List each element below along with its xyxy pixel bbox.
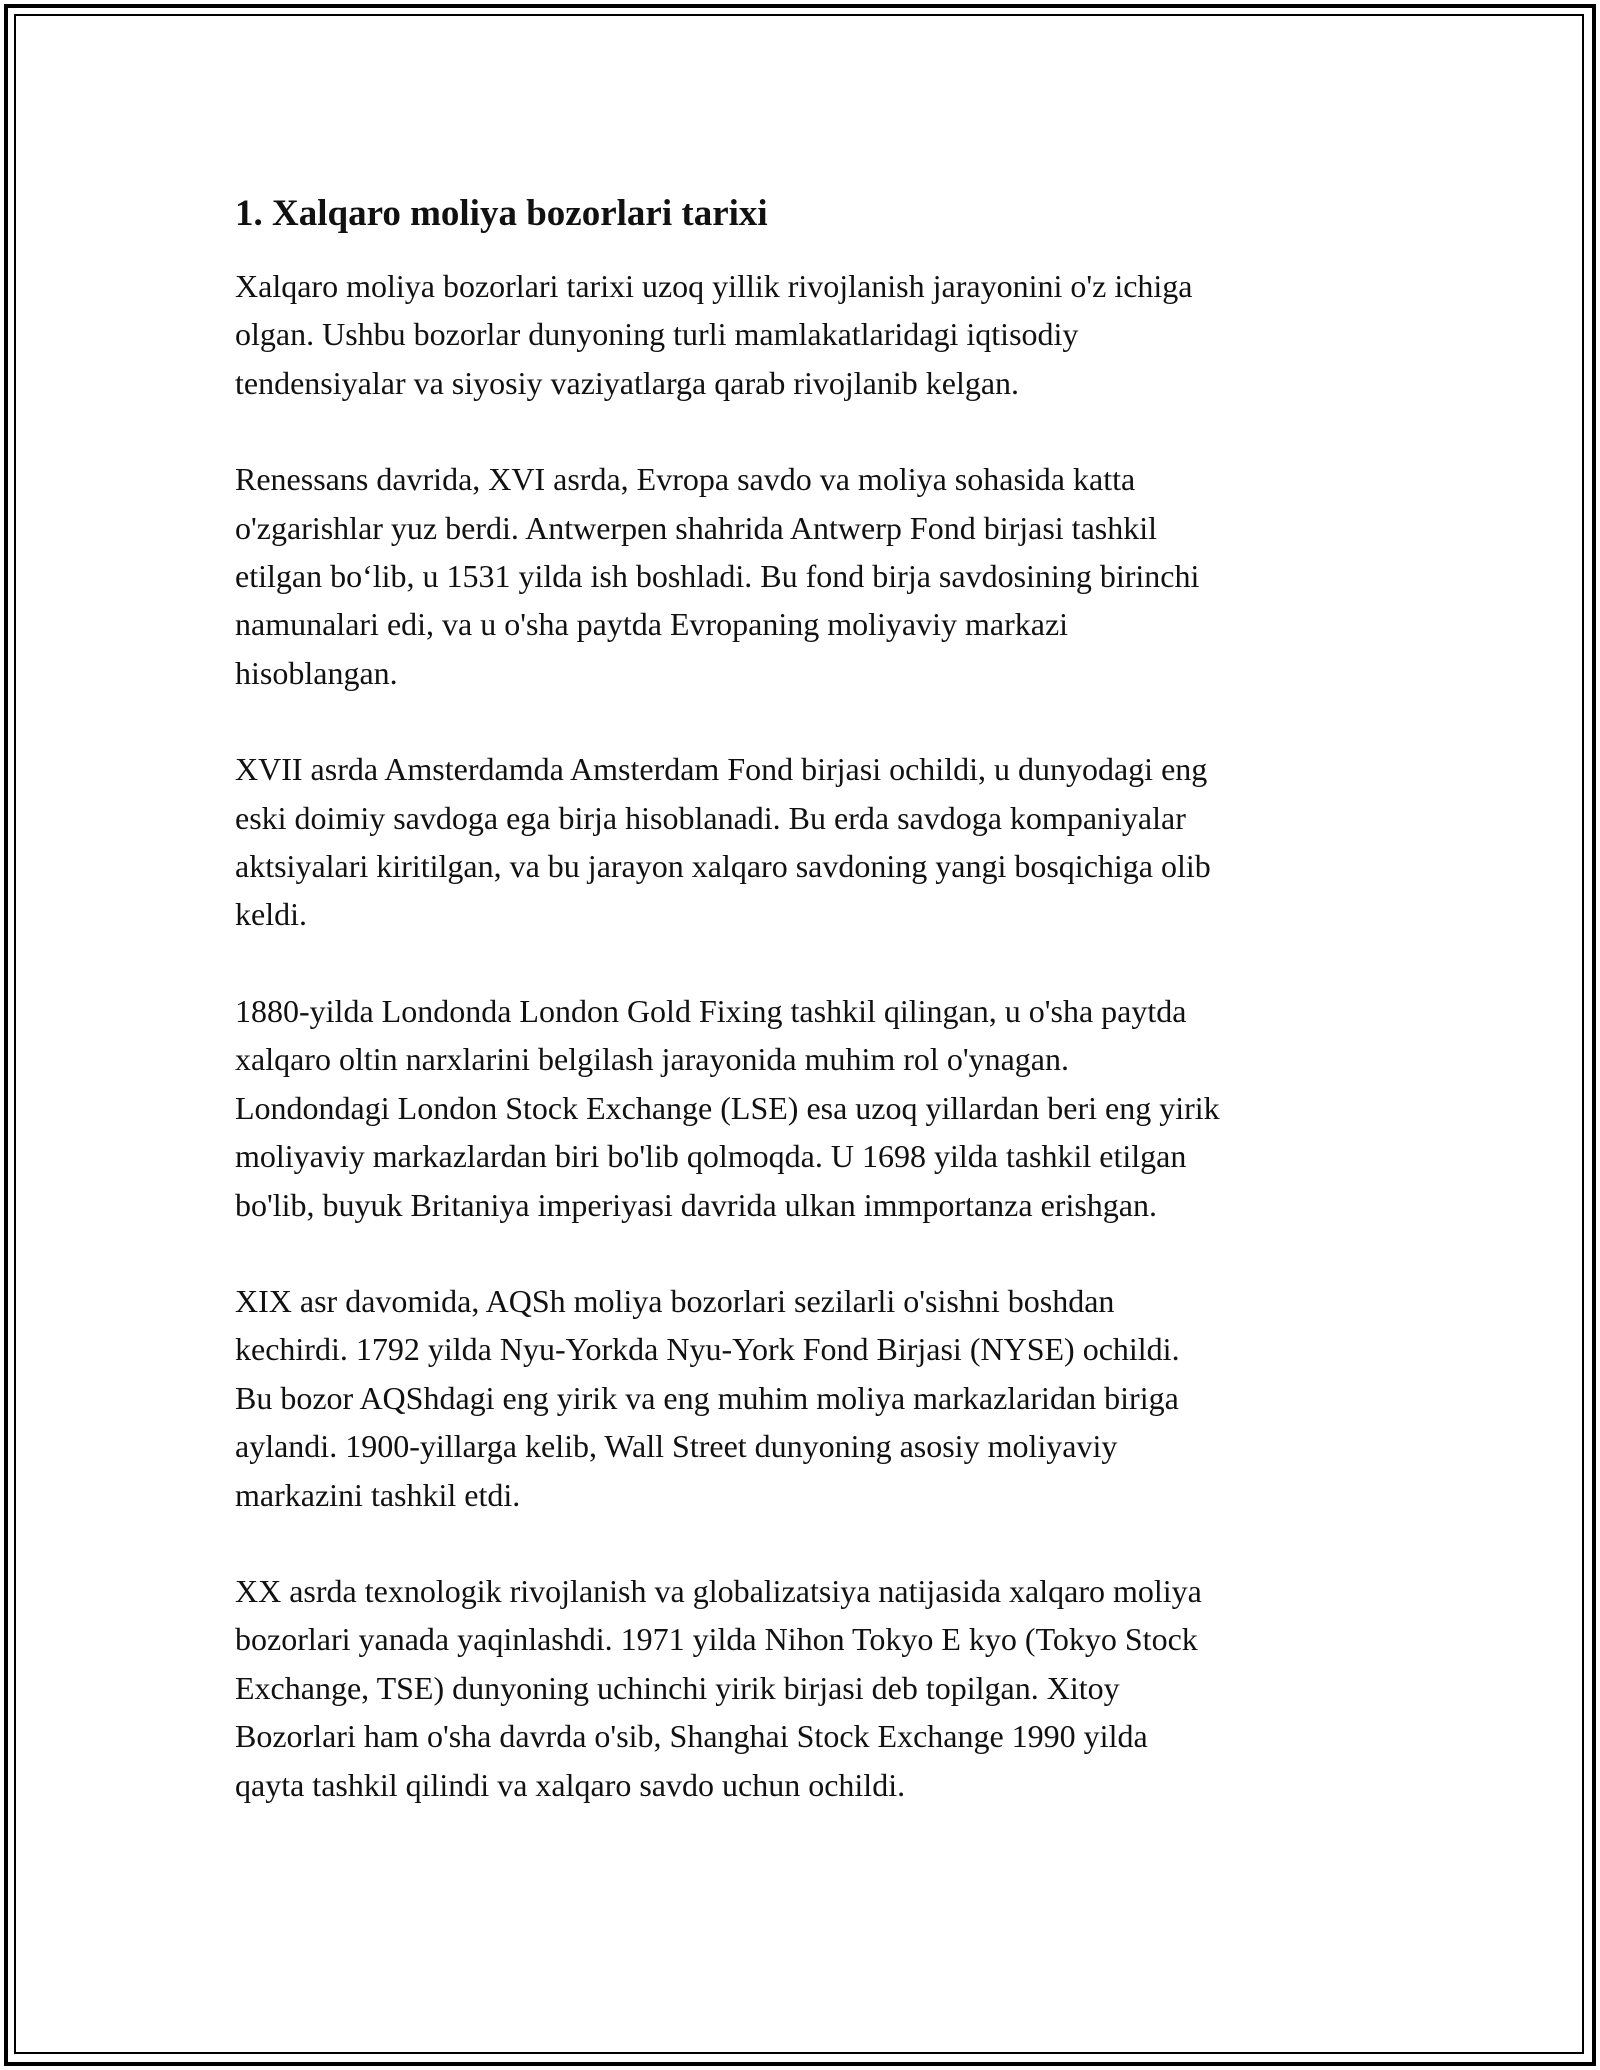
paragraph-amsterdam	[235, 745, 1375, 939]
text-line: Bu bozor AQShdagi eng yirik va eng muhim moliya markazlaridan biriga	[235, 1379, 1179, 1416]
text-line: keldi.	[235, 896, 307, 933]
text-line: namunalari edi, va u o'sha paytda Evropaning moliyaviy markazi	[235, 606, 1069, 643]
paragraph-usa	[235, 1277, 1375, 1519]
text-line: moliyaviy markazlardan biri bo'lib qolmoqda. U 1698 yilda tashkil etilgan	[235, 1138, 1187, 1175]
text-line: hisoblangan.	[235, 654, 398, 691]
text-line: 1880-yilda Londonda London Gold Fixing tashkil qilingan, u o'sha paytda	[235, 992, 1187, 1029]
text-line: Bozorlari ham o'sha davrda o'sib, Shanghai Stock Exchange 1990 yilda	[235, 1718, 1148, 1755]
section-heading: 1. Xalqaro moliya bozorlari tarixi	[235, 193, 768, 234]
text-line: etilgan bo‘lib, u 1531 yilda ish boshladi. Bu fond birja savdosining birinchi	[235, 558, 1200, 595]
paragraph-renaissance	[235, 455, 1375, 697]
text-line: aylandi. 1900-yillarga kelib, Wall Street dunyoning asosiy moliyaviy	[235, 1428, 1118, 1465]
text-line: Londondagi London Stock Exchange (LSE) esa uzoq yillardan beri eng yirik	[235, 1089, 1220, 1126]
text-line: Xalqaro moliya bozorlari tarixi uzoq yillik rivojlanish jarayonini o'z ichiga	[235, 268, 1193, 304]
text-line: kechirdi. 1792 yilda Nyu-Yorkda Nyu-York Fond Birjasi (NYSE) ochildi.	[235, 1331, 1180, 1368]
text-line: XIX asr davomida, AQSh moliya bozorlari sezilarli o'sishni boshdan	[235, 1282, 1115, 1319]
text-line: qayta tashkil qilindi va xalqaro savdo uchun ochildi.	[235, 1766, 906, 1803]
text-line: XX asrda texnologik rivojlanish va globalizatsiya natijasida xalqaro moliya	[235, 1572, 1202, 1609]
text-line: bozorlari yanada yaqinlashdi. 1971 yilda Nihon Tokyo E kyo (Tokyo Stock	[235, 1621, 1198, 1658]
text-line: eski doimiy savdoga ega birja hisoblanadi. Bu erda savdoga kompaniyalar	[235, 799, 1186, 836]
paragraph-london	[235, 987, 1375, 1229]
document-body	[235, 188, 1375, 1857]
text-line: aktsiyalari kiritilgan, va bu jarayon xalqaro savdoning yangi bosqichiga olib	[235, 848, 1211, 885]
text-line: xalqaro oltin narxlarini belgilash jarayonida muhim rol o'ynagan.	[235, 1041, 1069, 1078]
paragraph-intro	[235, 262, 1375, 407]
text-line: markazini tashkil etdi.	[235, 1476, 521, 1513]
paragraph-twentieth-century	[235, 1567, 1375, 1809]
text-line: tendensiyalar va siyosiy vaziyatlarga qarab rivojlanib kelgan.	[235, 364, 1020, 401]
text-line: bo'lib, buyuk Britaniya imperiyasi davrida ulkan immportanza erishgan.	[235, 1186, 1157, 1223]
text-line: o'zgarishlar yuz berdi. Antwerpen shahrida Antwerp Fond birjasi tashkil	[235, 509, 1157, 546]
text-line: Renessans davrida, XVI asrda, Evropa savdo va moliya sohasida katta	[235, 461, 1136, 498]
text-line: olgan. Ushbu bozorlar dunyoning turli mamlakatlaridagi iqtisodiy	[235, 316, 1079, 353]
text-line: Exchange, TSE) dunyoning uchinchi yirik birjasi deb topilgan. Xitoy	[235, 1669, 1120, 1706]
text-line: XVII asrda Amsterdamda Amsterdam Fond birjasi ochildi, u dunyodagi eng	[235, 751, 1208, 788]
